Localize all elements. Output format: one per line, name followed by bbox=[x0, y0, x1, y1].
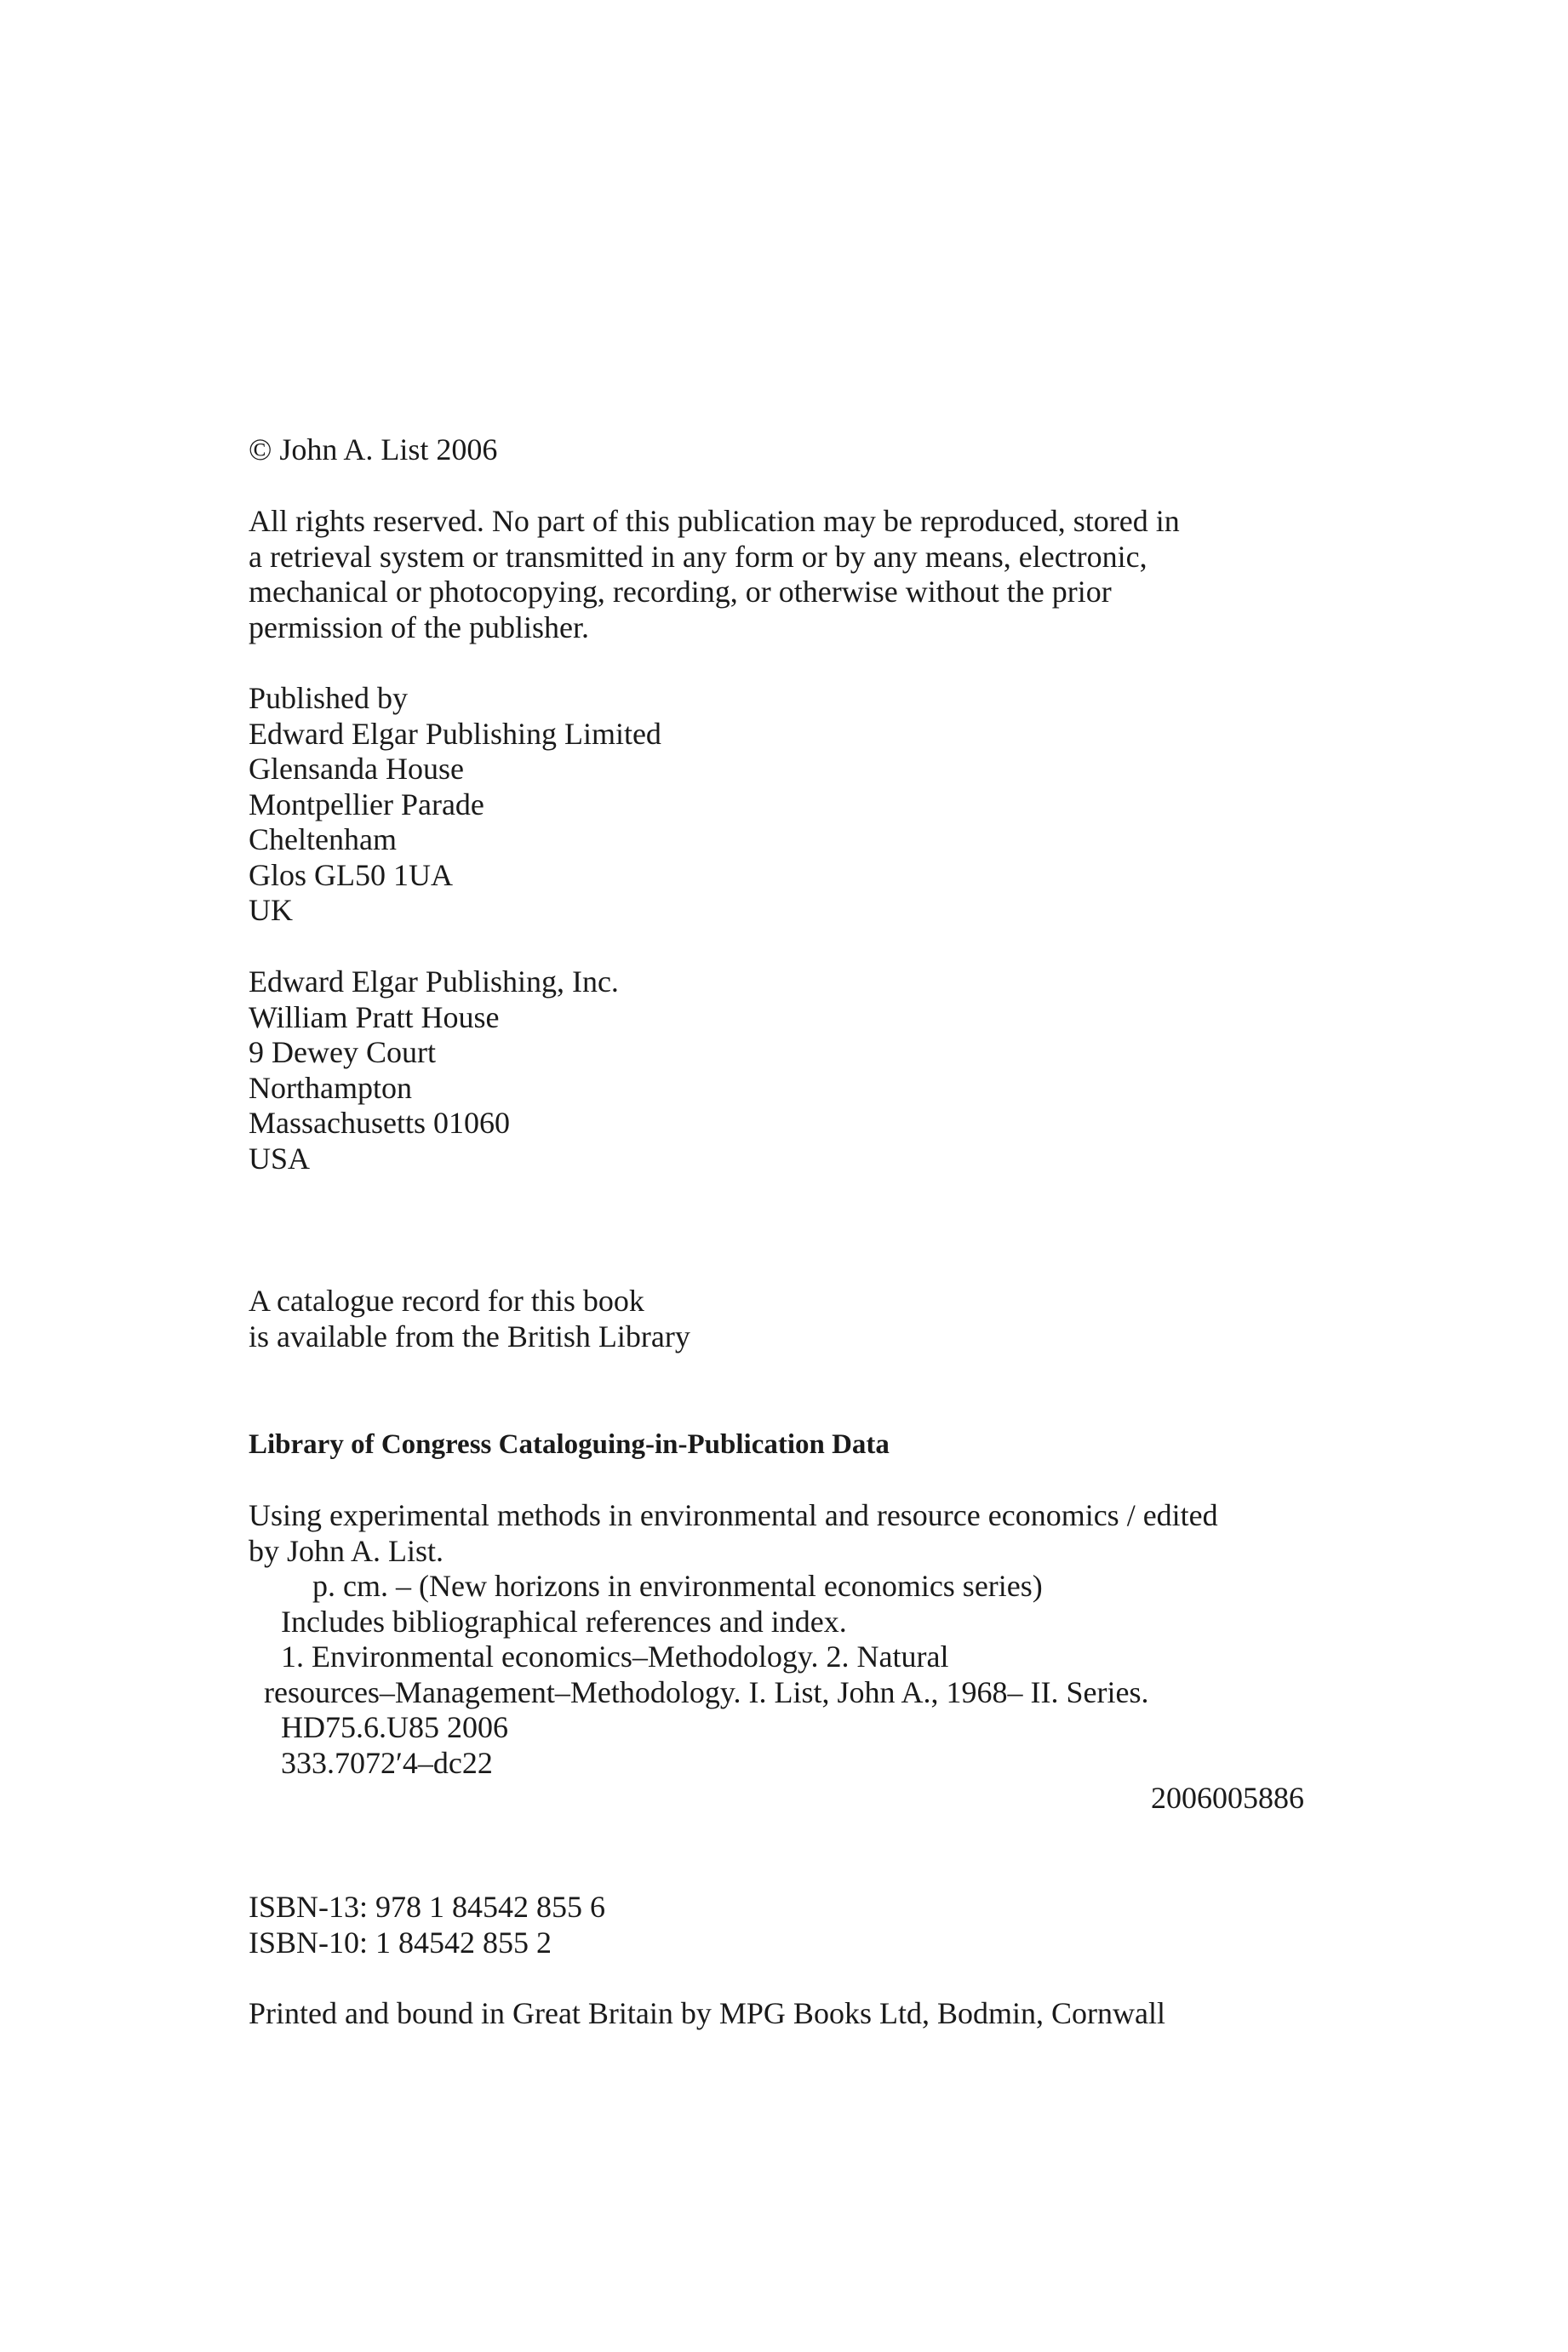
address-line: Cheltenham bbox=[249, 822, 397, 856]
address-line: Edward Elgar Publishing Limited bbox=[249, 716, 661, 751]
cip-line: by John A. List. bbox=[249, 1533, 444, 1568]
address-line: William Pratt House bbox=[249, 999, 500, 1034]
rights-line: permission of the publisher. bbox=[249, 609, 589, 644]
british-library-notice bbox=[249, 1284, 1313, 1354]
address-line: Glensanda House bbox=[249, 752, 464, 786]
address-line: USA bbox=[249, 1141, 311, 1176]
isbn-13: ISBN-13: 978 1 84542 855 6 bbox=[249, 1890, 606, 1924]
cip-line: resources–Management–Methodology. I. List, John A., 1968– II. Series. bbox=[264, 1674, 1149, 1709]
address-line: Edward Elgar Publishing, Inc. bbox=[249, 964, 619, 999]
loc-cip-data bbox=[249, 1498, 1313, 1817]
cip-line: HD75.6.U85 2006 bbox=[281, 1710, 508, 1744]
rights-statement bbox=[249, 504, 1313, 645]
isbn-10: ISBN-10: 1 84542 855 2 bbox=[249, 1925, 552, 1960]
copyright-line: © John A. List 2006 bbox=[249, 432, 498, 466]
copyright-notice bbox=[249, 432, 1313, 468]
catalogue-line: is available from the British Library bbox=[249, 1319, 690, 1353]
address-line: Northampton bbox=[249, 1070, 412, 1105]
address-line: Massachusetts 01060 bbox=[249, 1106, 510, 1140]
printer-line: Printed and bound in Great Britain by MPG Books Ltd, Bodmin, Cornwall bbox=[249, 1996, 1165, 2030]
printer-notice bbox=[249, 1996, 1313, 2032]
address-line: Published by bbox=[249, 681, 409, 715]
rights-line: mechanical or photocopying, recording, or otherwise without the prior bbox=[249, 575, 1112, 609]
rights-line: All rights reserved. No part of this publication may be reproduced, stored in bbox=[249, 504, 1180, 538]
isbn-block bbox=[249, 1890, 1313, 1960]
lccn-number: 2006005886 bbox=[1151, 1781, 1304, 1815]
cip-line: Includes bibliographical references and index. bbox=[281, 1604, 847, 1639]
cip-line: 333.7072′4–dc22 bbox=[281, 1745, 493, 1780]
address-line: UK bbox=[249, 893, 293, 927]
address-line: Glos GL50 1UA bbox=[249, 857, 453, 892]
address-line: 9 Dewey Court bbox=[249, 1035, 436, 1069]
publisher-us-address bbox=[249, 964, 1313, 1176]
cip-line: p. cm. – (New horizons in environmental economics series) bbox=[312, 1569, 1043, 1603]
loc-heading bbox=[249, 1428, 1313, 1463]
publisher-uk-address bbox=[249, 681, 1313, 929]
rights-line: a retrieval system or transmitted in any form or by any means, electronic, bbox=[249, 539, 1147, 574]
catalogue-line: A catalogue record for this book bbox=[249, 1284, 644, 1318]
cip-line: Using experimental methods in environmental and resource economics / edited bbox=[249, 1498, 1218, 1532]
address-line: Montpellier Parade bbox=[249, 787, 484, 821]
cip-line: 1. Environmental economics–Methodology. 2. Natural bbox=[281, 1640, 949, 1674]
loc-heading-text: Library of Congress Cataloguing-in-Publication Data bbox=[249, 1429, 890, 1460]
